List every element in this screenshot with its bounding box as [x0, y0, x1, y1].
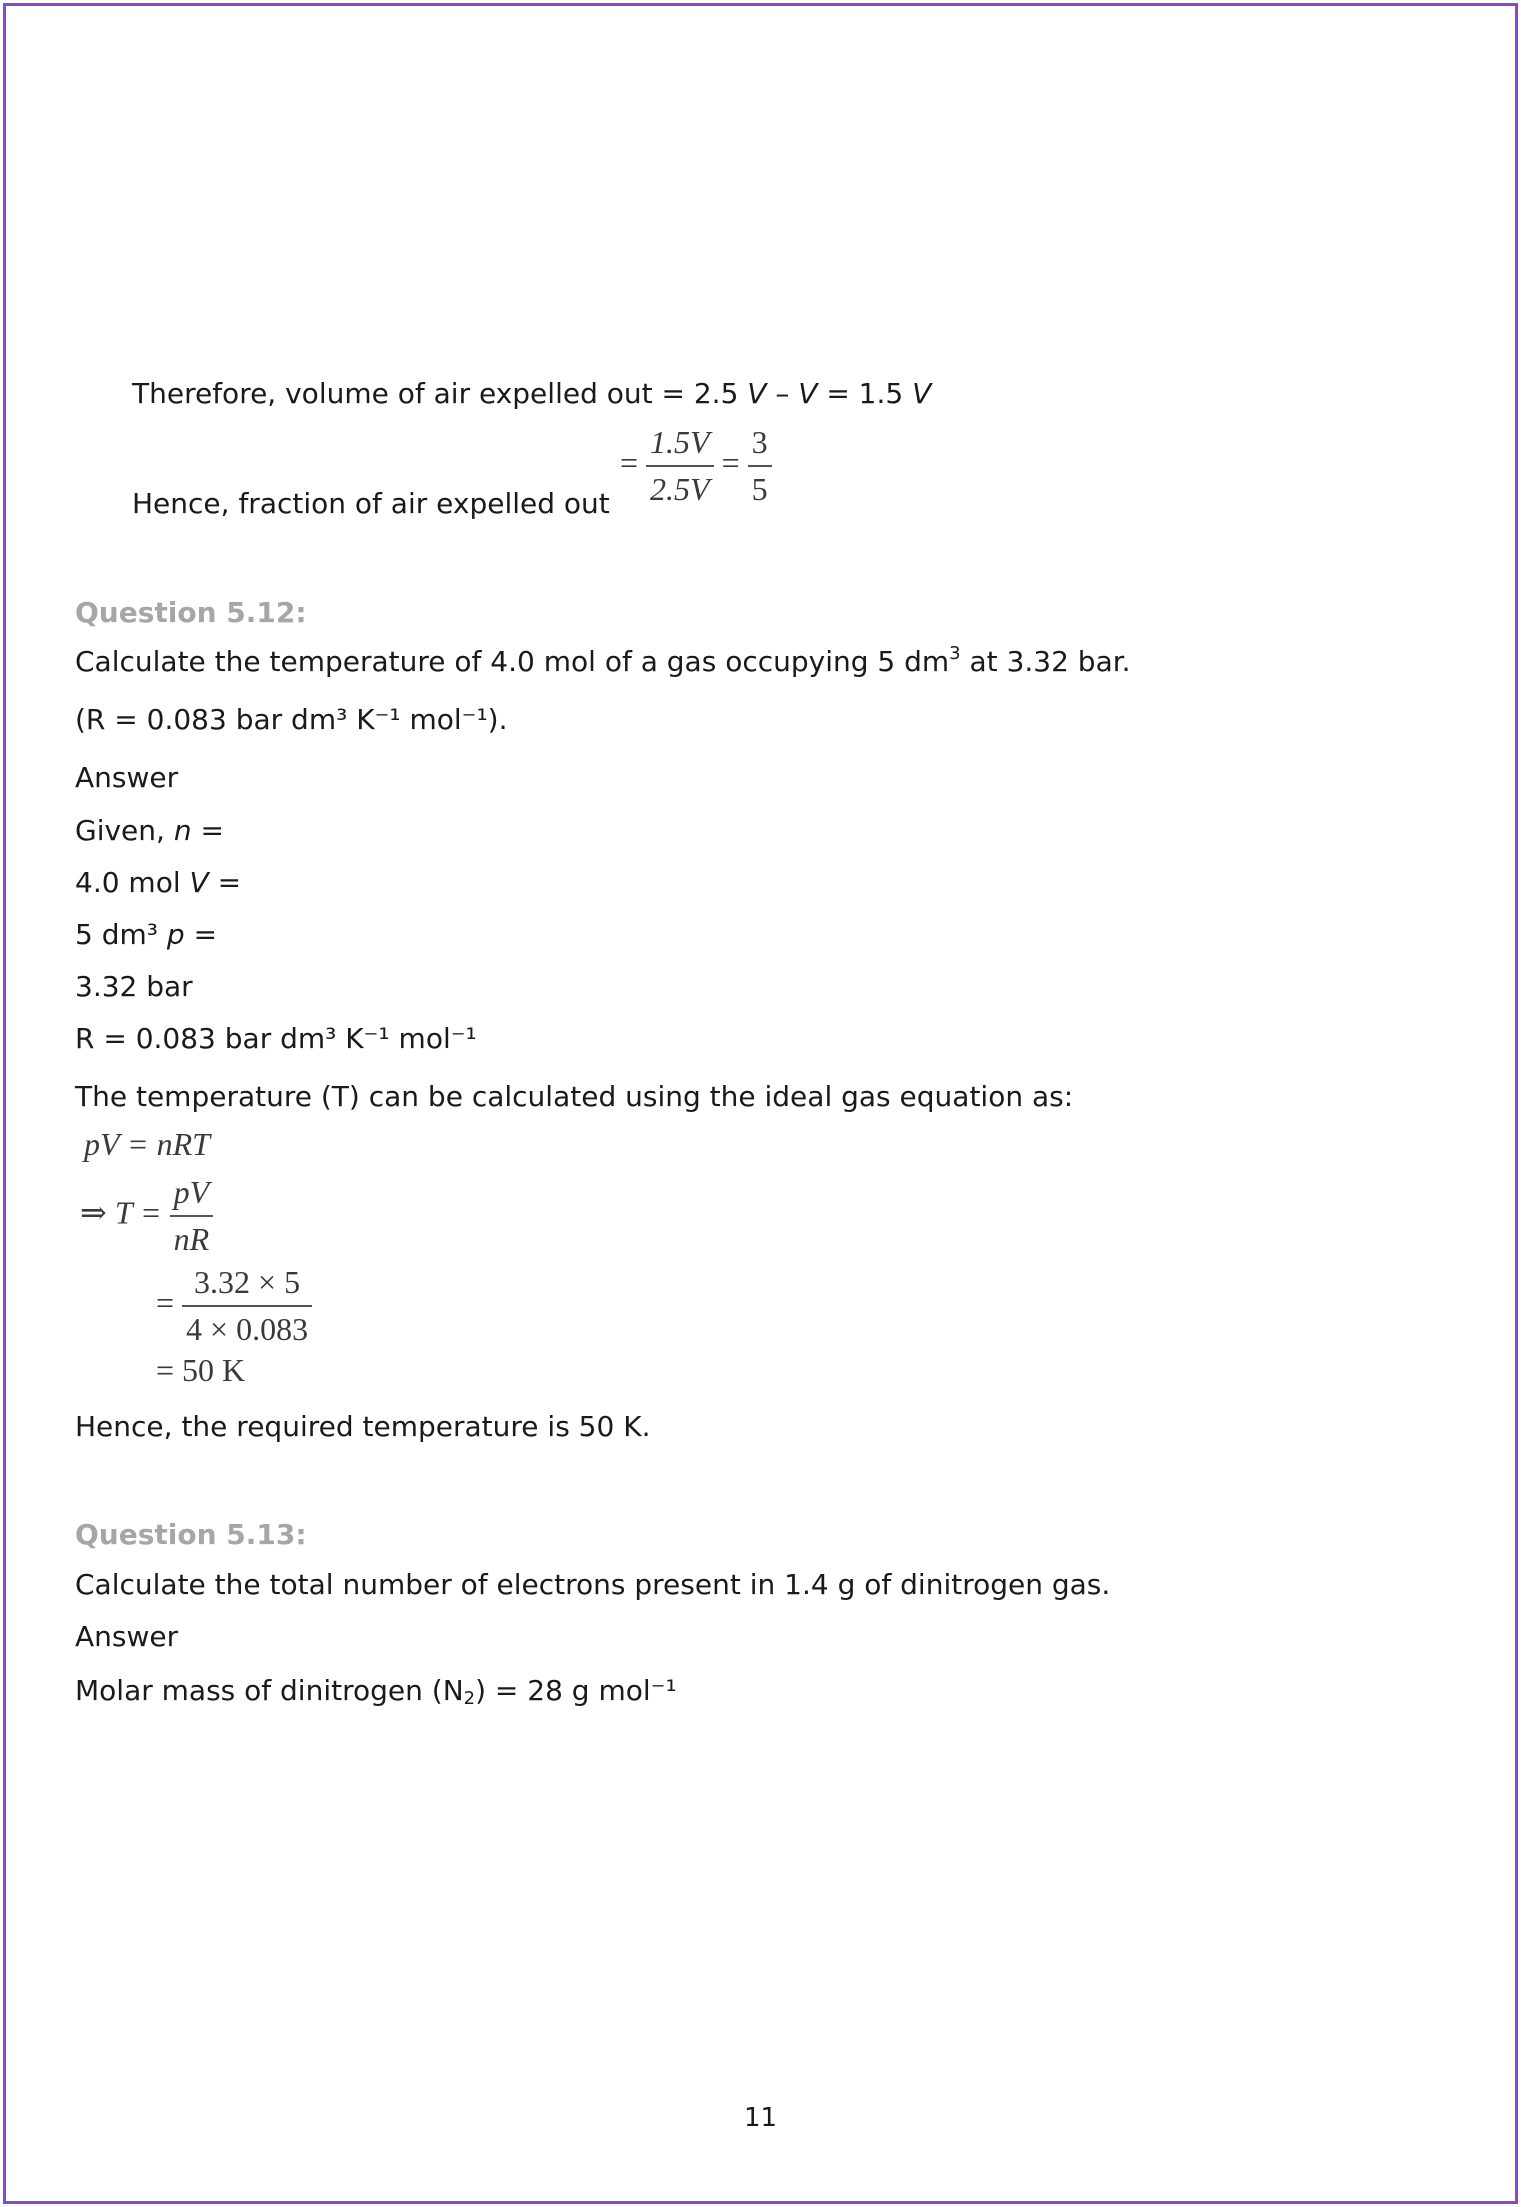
substituted-values-fraction: $\frac{3.32 \times 5}{4 \times 0.083}$: [182, 1264, 312, 1348]
fraction-expelled-equation: = $\frac{1.5V}{2.5V}$ = $\frac{3}{5}$: [620, 424, 772, 508]
method-statement: The temperature (T) can be calculated using the ideal gas equation as:: [75, 1080, 1074, 1113]
temperature-result: = 50 K: [156, 1352, 246, 1388]
conclusion-5-12: Hence, the required temperature is 50 K.: [75, 1410, 651, 1443]
question-5-13-text: Calculate the total number of electrons present in 1.4 g of dinitrogen gas.: [75, 1568, 1111, 1601]
question-5-12-heading: Question 5.12:: [75, 596, 307, 629]
question-5-13-heading: Question 5.13:: [75, 1518, 307, 1551]
given-r-line: R = 0.083 bar dm³ K⁻¹ mol⁻¹: [75, 1022, 477, 1055]
fraction-expelled-label: Hence, fraction of air expelled out: [132, 487, 610, 520]
given-pressure-line: 3.32 bar: [75, 970, 193, 1003]
ideal-gas-equation: pV = nRT: [84, 1126, 210, 1162]
given-n-line: Given, n =: [75, 814, 224, 847]
answer-label-5-13: Answer: [75, 1620, 179, 1653]
given-volume-line: 5 dm³ p =: [75, 918, 218, 951]
page-number: 11: [743, 2103, 778, 2133]
fraction-3-over-5: $\frac{3}{5}$: [748, 424, 772, 508]
molar-mass-line: Molar mass of dinitrogen $(N_2) = 28$ g mol⁻¹: [75, 1674, 677, 1709]
pv-over-nr-fraction: $\frac{pV}{nR}$: [170, 1174, 214, 1258]
question-5-12-text: Calculate the temperature of 4.0 mol of a gas occupying 5 $dm^3$ at 3.32 bar.: [75, 643, 1131, 678]
fraction-1-5v-over-2-5v: $\frac{1.5V}{2.5V}$: [646, 424, 714, 508]
temperature-formula: ⇒ T = $\frac{pV}{nR}$: [80, 1174, 213, 1258]
volume-expelled-line: Therefore, volume of air expelled out = 2.5 V – V = 1.5 V: [132, 377, 932, 410]
gas-constant-given: (R = 0.083 bar dm³ K⁻¹ mol⁻¹).: [75, 703, 508, 736]
temperature-substitution: = $\frac{3.32 \times 5}{4 \times 0.083}$: [156, 1264, 312, 1348]
given-moles-line: 4.0 mol V =: [75, 866, 242, 899]
answer-label-5-12: Answer: [75, 761, 179, 794]
